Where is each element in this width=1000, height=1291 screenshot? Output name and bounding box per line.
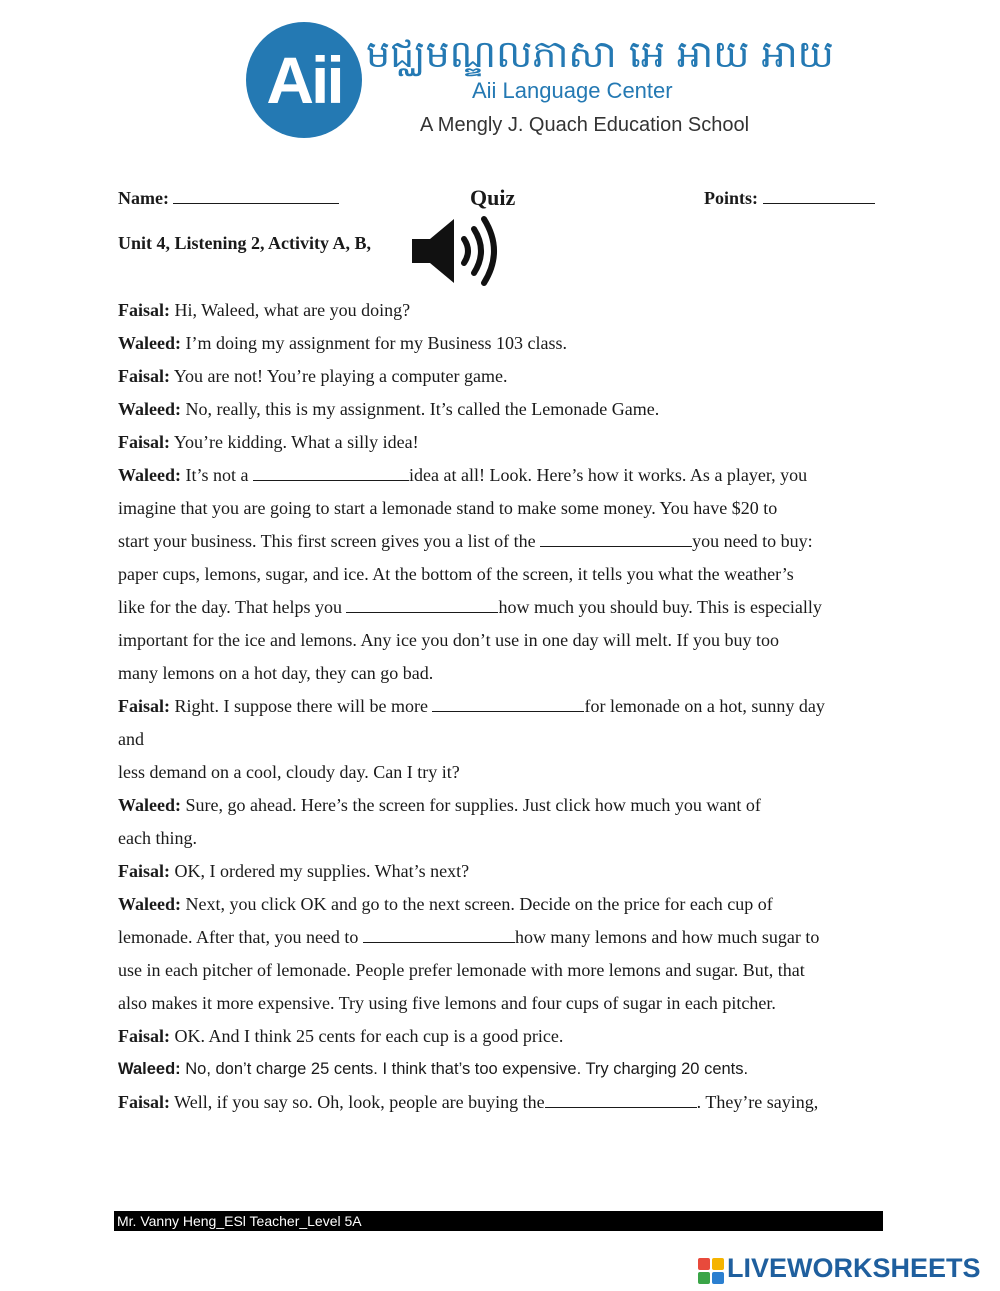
line-text: like for the day. That helps you (118, 597, 347, 617)
points-label: Points: (704, 188, 758, 208)
line-text: idea at all! Look. Here’s how it works. As a player, you (409, 465, 808, 485)
dialogue-line: paper cups, lemons, sugar, and ice. At the bottom of the screen, it tells you what the weather’s (118, 564, 794, 584)
school-name: A Mengly J. Quach Education School (420, 114, 750, 136)
dialogue-line (118, 789, 888, 822)
line-text: . They’re saying, (696, 1092, 819, 1112)
points-blank[interactable] (763, 189, 875, 204)
dialogue-line (118, 888, 888, 921)
dialogue-line (118, 327, 888, 360)
liveworksheets-brand: LIVEWORKSHEETS (727, 1253, 981, 1283)
speaker-audio-icon[interactable] (408, 215, 502, 287)
dialogue-line (118, 393, 888, 426)
dialogue-line (118, 1020, 888, 1053)
footer-bar (114, 1211, 883, 1231)
dialogue-line: each thing. (118, 828, 197, 848)
line-text: how much you should buy. This is especially (498, 597, 822, 617)
line-text: I’m doing my assignment for my Business 103 class. (181, 333, 567, 353)
speaker-name: Faisal: (118, 861, 170, 881)
answer-blank-1[interactable] (253, 466, 409, 481)
dialogue-line (118, 525, 888, 558)
dialogue-line: imagine that you are going to start a lemonade stand to make some money. You have $20 to (118, 498, 778, 518)
speaker-name: Waleed: (118, 399, 181, 419)
line-text: You’re kidding. What a silly idea! (170, 432, 419, 452)
unit-heading (118, 233, 371, 254)
dialogue-line: use in each pitcher of lemonade. People prefer lemonade with more lemons and sugar. But, that (118, 960, 805, 980)
line-text: for lemonade on a hot, sunny day (584, 696, 825, 716)
dialogue-line (118, 426, 888, 459)
dialogue-line: many lemons on a hot day, they can go bad. (118, 663, 434, 683)
dialogue-line: also makes it more expensive. Try using five lemons and four cups of sugar in each pitcher. (118, 993, 776, 1013)
line-text: Next, you click OK and go to the next screen. Decide on the price for each cup of (181, 894, 773, 914)
dialogue-line (118, 360, 888, 393)
line-text: OK. And I think 25 cents for each cup is a good price. (170, 1026, 564, 1046)
dialogue-line (118, 591, 888, 624)
speaker-name: Faisal: (118, 366, 170, 386)
line-text: start your business. This first screen gives you a list of the (118, 531, 541, 551)
unit-suffix: , Activity A, B, (260, 233, 372, 253)
khmer-center-name: មជ្ឈមណ្ឌលភាសា អេ អាយ អាយ (366, 32, 834, 76)
line-text: Right. I suppose there will be more (170, 696, 433, 716)
points-field (704, 188, 875, 209)
line-text: No, don’t charge 25 cents. I think that’s too expensive. Try charging 20 cents. (180, 1060, 749, 1078)
name-blank[interactable] (173, 189, 339, 204)
speaker-name: Faisal: (118, 696, 170, 716)
speaker-name: Waleed: (118, 1060, 181, 1078)
line-text: Hi, Waleed, what are you doing? (170, 300, 411, 320)
speaker-name: Waleed: (118, 333, 181, 353)
line-text: Sure, go ahead. Here’s the screen for supplies. Just click how much you want of (181, 795, 761, 815)
line-text: OK, I ordered my supplies. What’s next? (170, 861, 470, 881)
speaker-name: Faisal: (118, 432, 170, 452)
speaker-name: Waleed: (118, 465, 181, 485)
line-text: No, really, this is my assignment. It’s called the Lemonade Game. (181, 399, 660, 419)
teacher-credit: Mr. Vanny Heng_ESl Teacher_Level 5A (117, 1213, 362, 1229)
speaker-name: Waleed: (118, 795, 181, 815)
dialogue-line: important for the ice and lemons. Any ice you don’t use in one day will melt. If you buy too (118, 630, 780, 650)
quiz-title: Quiz (470, 185, 516, 210)
answer-blank-3[interactable] (346, 598, 498, 613)
unit-prefix: Unit 4, Listening 2 (118, 233, 261, 253)
dialogue-line (118, 459, 888, 492)
answer-blank-5[interactable] (363, 928, 515, 943)
line-text: how many lemons and how much sugar to (514, 927, 820, 947)
answer-blank-4[interactable] (432, 697, 584, 712)
liveworksheets-logo-icon (698, 1258, 724, 1284)
dialogue-line (118, 1053, 888, 1086)
speaker-name: Faisal: (118, 1092, 170, 1112)
dialogue-line (118, 1086, 888, 1119)
dialogue-line (118, 294, 888, 327)
dialogue-line (118, 921, 888, 954)
dialogue-line (118, 690, 888, 723)
dialogue-line: less demand on a cool, cloudy day. Can I try it? (118, 762, 460, 782)
line-text: lemonade. After that, you need to (118, 927, 363, 947)
dialogue-transcript (118, 294, 888, 1119)
name-label: Name: (118, 188, 169, 208)
speaker-name: Faisal: (118, 1026, 170, 1046)
line-text: you need to buy: (692, 531, 813, 551)
name-field (118, 188, 339, 209)
line-text: Well, if you say so. Oh, look, people are buying the (170, 1092, 545, 1112)
dialogue-line: and (118, 729, 144, 749)
answer-blank-6[interactable] (545, 1093, 697, 1108)
center-name: Aii Language Center (472, 78, 673, 103)
line-text: It’s not a (181, 465, 253, 485)
dialogue-line (118, 855, 888, 888)
aii-logo: Aii (246, 22, 362, 138)
line-text: You are not! You’re playing a computer game. (170, 366, 508, 386)
speaker-name: Faisal: (118, 300, 170, 320)
speaker-name: Waleed: (118, 894, 181, 914)
answer-blank-2[interactable] (540, 532, 692, 547)
